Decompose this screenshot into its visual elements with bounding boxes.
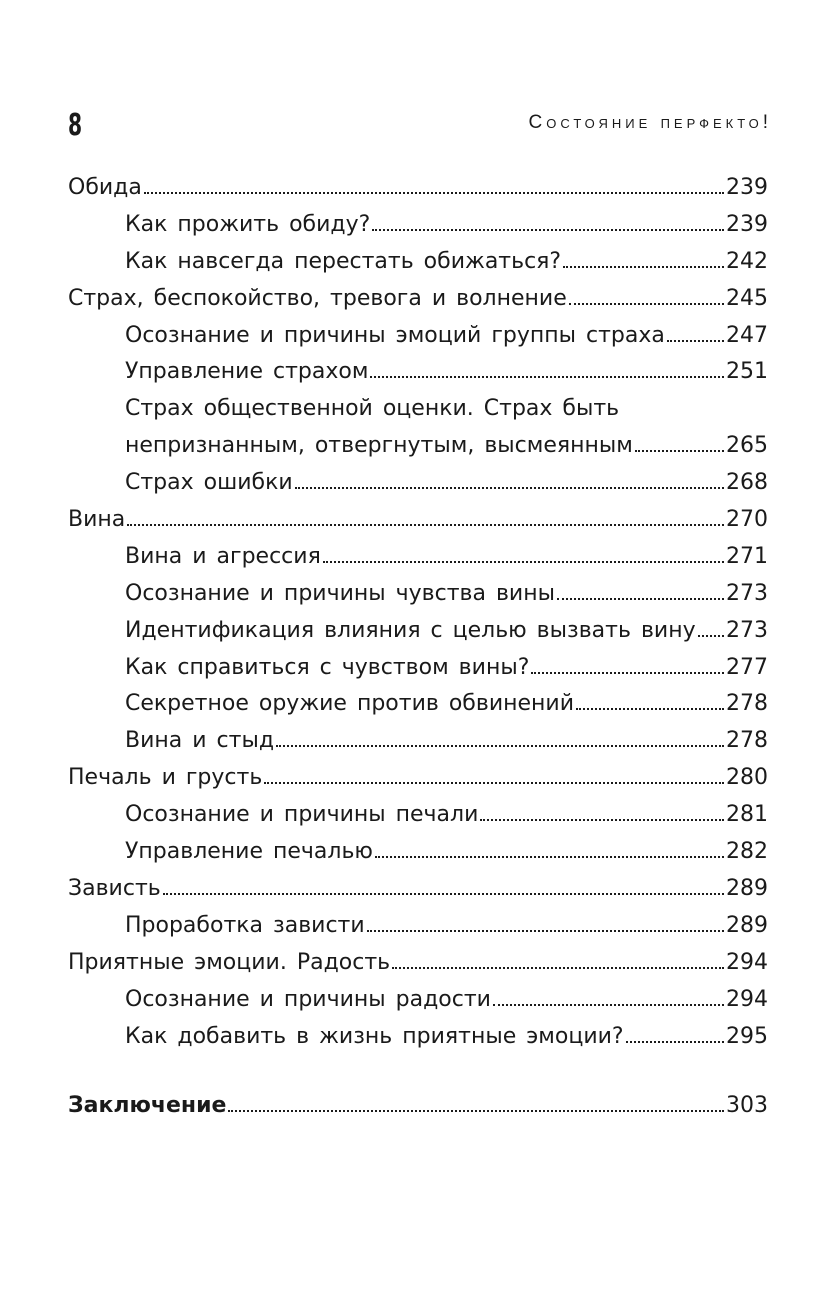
toc-entry-title: Зависть <box>68 875 161 901</box>
toc-entry-title: Обида <box>68 175 142 200</box>
dot-leader <box>323 561 724 563</box>
toc-entry-page: 239 <box>726 175 768 200</box>
toc-entry-page: 295 <box>726 1023 768 1049</box>
dot-leader <box>276 745 724 747</box>
toc-entry[interactable] <box>68 391 768 465</box>
dot-leader <box>372 229 724 231</box>
toc-entry-title: Вина и агрессия <box>125 543 321 569</box>
toc-entry-title: Вина <box>68 507 126 533</box>
toc-entry-title: Страх, беспокойство, тревога и волнение <box>68 285 567 311</box>
page-number: 8 <box>68 108 83 143</box>
dot-leader <box>563 266 724 268</box>
toc-entry-page: 282 <box>726 839 768 865</box>
toc-entry[interactable] <box>68 650 768 687</box>
toc-entry-title: непризнанным, отвергнутым, высмеянным <box>125 433 633 459</box>
toc-entry-title: Осознание и причины печали <box>125 802 479 828</box>
toc-entry-page: 270 <box>726 507 768 533</box>
toc-entry-page: 239 <box>726 211 768 237</box>
toc-entry-title: Печаль и грусть <box>68 765 263 791</box>
toc-entry-page: 294 <box>726 949 768 975</box>
toc-entry[interactable] <box>68 686 768 723</box>
toc-entry-title: Осознание и причины чувства вины <box>125 580 555 606</box>
dot-leader <box>375 856 724 858</box>
toc-entry-title: Вина и стыд <box>125 728 275 754</box>
toc-entry[interactable] <box>68 465 768 502</box>
dot-leader <box>667 340 724 342</box>
toc-entry-title-line1: Страх общественной оценки. Страх быть <box>125 396 620 422</box>
dot-leader <box>295 487 724 489</box>
toc-entry-title: Осознание и причины радости <box>125 986 491 1012</box>
toc-entry-page: 242 <box>726 248 768 274</box>
toc-entry-page: 277 <box>726 654 768 680</box>
dot-leader <box>635 450 724 452</box>
toc-entry[interactable] <box>68 318 768 355</box>
toc-entry[interactable] <box>68 797 768 834</box>
toc-entry-page: 268 <box>726 470 768 496</box>
toc-entry[interactable] <box>68 576 768 613</box>
toc-entry-conclusion[interactable] <box>68 1088 768 1125</box>
toc-entry[interactable] <box>68 354 768 391</box>
toc-entry-page: 247 <box>726 322 768 348</box>
toc-entry-page: 289 <box>726 912 768 938</box>
toc-entry[interactable] <box>68 908 768 945</box>
toc-entry[interactable] <box>68 871 768 908</box>
dot-leader <box>698 635 724 637</box>
toc-entry-title: Как справиться с чувством вины? <box>125 654 530 680</box>
toc-entry-title: Проработка зависти <box>125 912 365 938</box>
toc-entry-page: 278 <box>726 691 768 717</box>
toc-entry[interactable] <box>68 834 768 871</box>
dot-leader <box>370 376 724 378</box>
toc-entry-page: 294 <box>726 986 768 1012</box>
dot-leader <box>626 1041 724 1043</box>
toc-entry[interactable] <box>68 170 768 207</box>
toc-entry-page: 271 <box>726 543 768 569</box>
toc-entry-page: 278 <box>726 728 768 754</box>
toc-entry-page: 303 <box>726 1093 768 1119</box>
toc-entry-title: Как прожить обиду? <box>125 211 371 237</box>
toc-entry[interactable] <box>68 760 768 797</box>
toc-entry-title: Страх ошибки <box>125 470 293 496</box>
table-of-contents <box>68 170 768 1125</box>
dot-leader <box>493 1004 724 1006</box>
dot-leader <box>163 893 724 895</box>
dot-leader <box>392 967 724 969</box>
toc-entry-page: 245 <box>726 285 768 311</box>
toc-entry[interactable] <box>68 244 768 281</box>
dot-leader <box>480 819 724 821</box>
toc-entry-title: Приятные эмоции. Радость <box>68 949 391 975</box>
dot-leader <box>127 524 724 526</box>
toc-entry[interactable] <box>68 207 768 244</box>
toc-entry[interactable] <box>68 613 768 650</box>
toc-entry[interactable] <box>68 539 768 576</box>
toc-entry-title: Управление страхом <box>125 359 369 385</box>
dot-leader <box>367 930 724 932</box>
toc-entry-page: 273 <box>726 617 768 643</box>
toc-entry-title: Осознание и причины эмоций группы страха <box>125 322 665 348</box>
toc-entry-title: Заключение <box>68 1093 227 1119</box>
dot-leader <box>576 708 724 710</box>
dot-leader <box>228 1110 724 1112</box>
toc-entry[interactable] <box>68 1019 768 1056</box>
toc-entry[interactable] <box>68 945 768 982</box>
dot-leader <box>531 672 724 674</box>
toc-entry-page: 280 <box>726 765 768 791</box>
toc-entry[interactable] <box>68 281 768 318</box>
running-header: Состояние перфекто! <box>528 112 772 133</box>
dot-leader <box>569 303 724 305</box>
toc-entry[interactable] <box>68 502 768 539</box>
dot-leader <box>557 598 724 600</box>
dot-leader <box>264 782 724 784</box>
toc-entry[interactable] <box>68 723 768 760</box>
dot-leader <box>144 192 724 194</box>
toc-entry-title: Секретное оружие против обвинений <box>125 691 575 717</box>
toc-entry-page: 281 <box>726 802 768 828</box>
toc-entry-title: Как добавить в жизнь приятные эмоции? <box>125 1023 624 1049</box>
toc-entry-title: Идентификация влияния с целью вызвать вину <box>125 617 696 643</box>
toc-entry-page: 265 <box>726 433 768 459</box>
toc-entry[interactable] <box>68 982 768 1019</box>
toc-entry-page: 289 <box>726 875 768 901</box>
toc-entry-page: 251 <box>726 359 768 385</box>
toc-entry-title: Управление печалью <box>125 839 373 865</box>
toc-entry-title: Как навсегда перестать обижаться? <box>125 248 562 274</box>
toc-entry-page: 273 <box>726 580 768 606</box>
